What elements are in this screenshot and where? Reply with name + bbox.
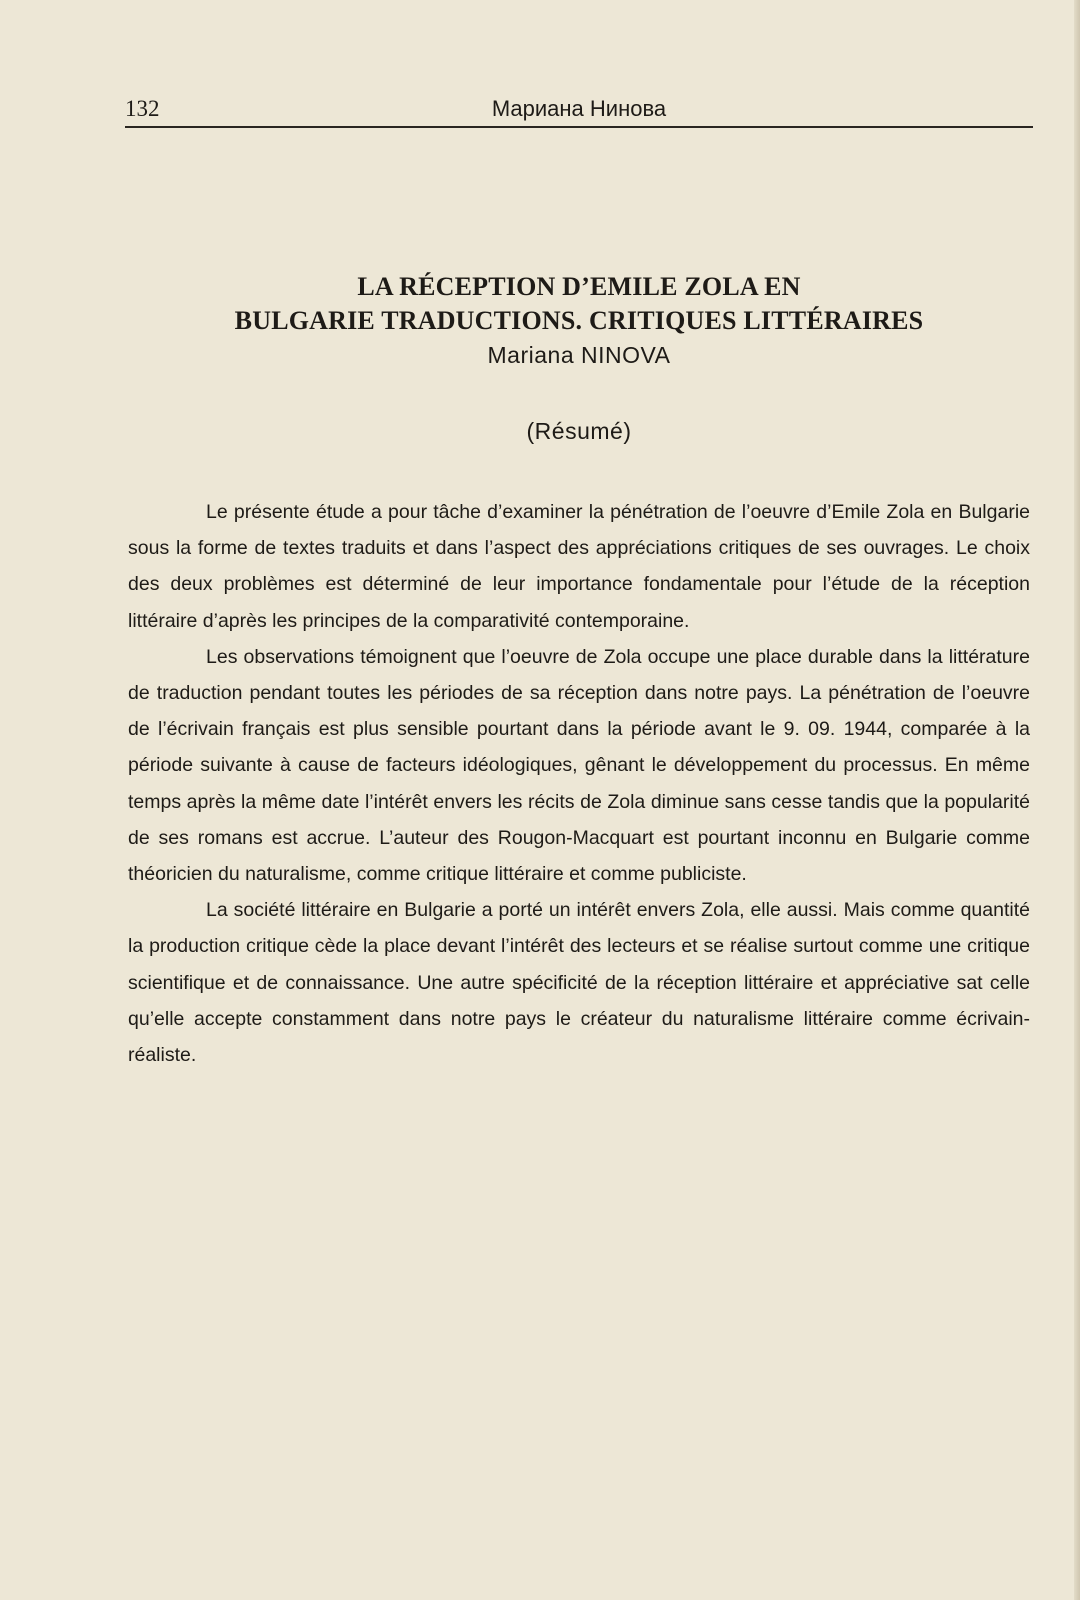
section-label: (Résumé) [526,418,632,444]
article-title-line-1: LA RÉCEPTION D’EMILE ZOLA EN [357,272,801,301]
page-number: 132 [125,96,160,121]
abstract-body [128,494,1030,1073]
article-title-line-2: BULGARIE TRADUCTIONS. CRITIQUES LITTÉRAIRES [234,306,924,335]
running-author: Мариана Нинова [491,96,667,121]
page-edge-shadow [1074,0,1080,1600]
title-block [125,270,1033,372]
paragraph: La société littéraire en Bulgarie a porté un intérêt envers Zola, elle aussi. Mais comme quantité la production critique cède la place devant l’intérêt des lecteurs et se réalise surtout comme une critique scientifique et de connaissance. Une autre spécificité de la réception littéraire et appréciative sat celle qu’elle accepte constamment dans notre pays le créateur du naturalisme littéraire comme écrivain-réaliste. [128,899,1030,1067]
running-head [125,96,1033,128]
article-author: Mariana NINOVA [487,342,671,368]
paragraph: Les observations témoignent que l’oeuvre de Zola occupe une place durable dans la littérature de traduction pendant toutes les périodes de sa réception dans notre pays. La pénétration de l’oeuvre de l’écrivain français est plus sensible pourtant dans la période avant le 9. 09. 1944, comparée à la période suivante à cause de facteurs idéologiques, gênant le développement du processus. En même temps après la même date l’intérêt envers les récits de Zola diminue sans cesse tandis que la popularité de ses romans est accrue. L’auteur des Rougon-Macquart est pourtant inconnu en Bulgarie comme théoricien du naturalisme, comme critique littéraire et comme publiciste. [128,645,1030,886]
paragraph: Le présente étude a pour tâche d’examiner la pénétration de l’oeuvre d’Emile Zola en Bulgarie sous la forme de textes traduits et dans l’aspect des appréciations critiques de ses ouvrages. Le choix des deux problèmes est déterminé de leur importance fondamentale pour l’étude de la réception littéraire d’après les principes de la comparativité contemporaine. [128,501,1030,632]
